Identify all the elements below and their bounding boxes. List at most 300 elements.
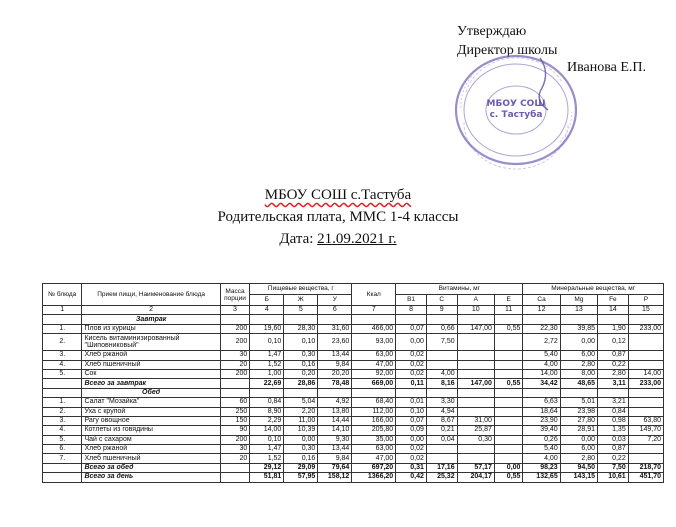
- school-stamp-icon: [452, 52, 588, 172]
- value-p: [628, 445, 663, 454]
- table-cell: [426, 388, 457, 397]
- value-fe: 1,35: [598, 426, 629, 435]
- value-fe: 0,12: [598, 334, 629, 351]
- value-u: 9,84: [318, 454, 352, 463]
- total-b1: 0,31: [396, 463, 427, 472]
- table-cell: [43, 473, 82, 482]
- table-row: [43, 435, 664, 444]
- day-total-u: 158,12: [318, 473, 352, 482]
- dish-name: Хлеб пшеничный: [82, 360, 220, 369]
- table-cell: [628, 388, 663, 397]
- header-col: Mg: [560, 295, 597, 306]
- value-c: 8,67: [426, 416, 457, 425]
- total-u: 78,48: [318, 379, 352, 388]
- header-col: В1: [396, 295, 427, 306]
- header-nutrients: Пищевые вещества, г: [250, 284, 352, 295]
- column-number: 12: [523, 306, 560, 315]
- value-u: 23,60: [318, 334, 352, 351]
- value-u: 4,92: [318, 398, 352, 407]
- table-cell: [598, 388, 629, 397]
- value-ca: 6,63: [523, 398, 560, 407]
- dish-number: 1.: [43, 324, 82, 333]
- total-mg: 48,65: [560, 379, 597, 388]
- value-b: 1,52: [250, 454, 284, 463]
- table-row: [43, 407, 664, 416]
- column-number: 10: [457, 306, 494, 315]
- day-total-e: 0,55: [494, 473, 523, 482]
- value-b: 2,29: [250, 416, 284, 425]
- column-number: 9: [426, 306, 457, 315]
- nutrition-table: [42, 283, 664, 483]
- table-cell: [494, 388, 523, 397]
- value-c: 0,04: [426, 435, 457, 444]
- table-cell: [43, 463, 82, 472]
- value-zh: 0,30: [284, 445, 318, 454]
- value-u: 14,44: [318, 416, 352, 425]
- dish-name: Кисель витаминизированный "Шиповниковый": [82, 334, 220, 351]
- value-kcal: 47,00: [352, 454, 396, 463]
- section-row: [43, 388, 664, 397]
- value-p: 149,70: [628, 426, 663, 435]
- value-kcal: 166,00: [352, 416, 396, 425]
- value-ca: 39,40: [523, 426, 560, 435]
- day-total-fe: 10,61: [598, 473, 629, 482]
- total-u: 79,64: [318, 463, 352, 472]
- value-b1: 0,00: [396, 334, 427, 351]
- value-zh: 5,04: [284, 398, 318, 407]
- value-e: 0,55: [494, 324, 523, 333]
- document-title: [0, 184, 676, 250]
- dish-number: 6.: [43, 445, 82, 454]
- value-kcal: 68,40: [352, 398, 396, 407]
- dish-mass: 200: [220, 369, 250, 378]
- dish-name: Уха с крупой: [82, 407, 220, 416]
- total-zh: 29,09: [284, 463, 318, 472]
- header-meal: Прием пищи, Наименование блюда: [82, 284, 220, 306]
- table-cell: [318, 388, 352, 397]
- day-total-a: 204,17: [457, 473, 494, 482]
- total-p: 233,00: [628, 379, 663, 388]
- total-c: 17,16: [426, 463, 457, 472]
- value-b1: 0,07: [396, 324, 427, 333]
- dish-number: 5.: [43, 435, 82, 444]
- table-cell: [396, 315, 427, 324]
- total-kcal: 697,20: [352, 463, 396, 472]
- dish-number: 2.: [43, 334, 82, 351]
- table-row: [43, 360, 664, 369]
- dish-mass: 20: [220, 454, 250, 463]
- value-b: 1,00: [250, 369, 284, 378]
- value-e: [494, 454, 523, 463]
- table-cell: [220, 388, 250, 397]
- document-subtitle: Родительская плата, ММС 1-4 классы: [217, 209, 459, 225]
- dish-name: Хлеб ржаной: [82, 445, 220, 454]
- dish-number: 3.: [43, 351, 82, 360]
- value-c: [426, 360, 457, 369]
- value-ca: 2,72: [523, 334, 560, 351]
- value-u: 13,80: [318, 407, 352, 416]
- day-total-kcal: 1366,20: [352, 473, 396, 482]
- column-number: 4: [250, 306, 284, 315]
- total-kcal: 669,00: [352, 379, 396, 388]
- column-number: 15: [628, 306, 663, 315]
- dish-mass: 30: [220, 351, 250, 360]
- header-col: Са: [523, 295, 560, 306]
- dish-mass: 60: [220, 398, 250, 407]
- dish-number: 4.: [43, 426, 82, 435]
- header-col: У: [318, 295, 352, 306]
- total-e: 0,00: [494, 463, 523, 472]
- value-b: 14,00: [250, 426, 284, 435]
- value-ca: 0,26: [523, 435, 560, 444]
- table-row: [43, 416, 664, 425]
- total-label: Всего за обед: [82, 463, 220, 472]
- value-e: [494, 407, 523, 416]
- value-fe: 0,22: [598, 454, 629, 463]
- value-p: [628, 351, 663, 360]
- dish-number: 1.: [43, 398, 82, 407]
- table-row: [43, 445, 664, 454]
- value-a: [457, 407, 494, 416]
- approval-line-approve: Утверждаю: [457, 24, 527, 39]
- header-kcal: Ккал: [352, 284, 396, 306]
- total-fe: 7,50: [598, 463, 629, 472]
- value-c: [426, 454, 457, 463]
- value-b: 1,47: [250, 351, 284, 360]
- value-a: 147,00: [457, 324, 494, 333]
- value-b1: 0,09: [396, 426, 427, 435]
- header-col: Р: [628, 295, 663, 306]
- value-ca: 14,00: [523, 369, 560, 378]
- value-mg: 28,91: [560, 426, 597, 435]
- value-a: 0,30: [457, 435, 494, 444]
- day-total-row: [43, 473, 664, 482]
- value-b: 1,52: [250, 360, 284, 369]
- dish-name: Салат "Мозайка": [82, 398, 220, 407]
- value-b: 19,60: [250, 324, 284, 333]
- table-row: [43, 398, 664, 407]
- total-fe: 3,11: [598, 379, 629, 388]
- table-cell: [43, 315, 82, 324]
- value-fe: 3,21: [598, 398, 629, 407]
- table-cell: [220, 473, 250, 482]
- dish-name: Котлеты из говядины: [82, 426, 220, 435]
- value-b1: 0,10: [396, 407, 427, 416]
- value-kcal: 63,00: [352, 445, 396, 454]
- table-cell: [628, 315, 663, 324]
- value-zh: 2,20: [284, 407, 318, 416]
- day-total-zh: 57,95: [284, 473, 318, 482]
- value-mg: 6,00: [560, 351, 597, 360]
- value-zh: 28,30: [284, 324, 318, 333]
- value-kcal: 205,80: [352, 426, 396, 435]
- dish-mass: 250: [220, 407, 250, 416]
- dish-mass: 30: [220, 445, 250, 454]
- table-cell: [457, 388, 494, 397]
- dish-number: 5.: [43, 369, 82, 378]
- table-row: [43, 351, 664, 360]
- total-e: 0,55: [494, 379, 523, 388]
- dish-number: 4.: [43, 360, 82, 369]
- header-vitamins: Витамины, мг: [396, 284, 523, 295]
- value-u: 13,44: [318, 445, 352, 454]
- value-fe: 1,90: [598, 324, 629, 333]
- value-a: [457, 369, 494, 378]
- value-b: 0,10: [250, 435, 284, 444]
- value-c: 0,66: [426, 324, 457, 333]
- total-b1: 0,11: [396, 379, 427, 388]
- value-fe: 0,87: [598, 445, 629, 454]
- value-mg: 2,80: [560, 360, 597, 369]
- day-total-c: 25,32: [426, 473, 457, 482]
- value-b: 1,47: [250, 445, 284, 454]
- section-row: [43, 315, 664, 324]
- value-kcal: 466,00: [352, 324, 396, 333]
- value-p: [628, 407, 663, 416]
- value-ca: 22,30: [523, 324, 560, 333]
- table-cell: [220, 379, 250, 388]
- value-kcal: 47,00: [352, 360, 396, 369]
- value-kcal: 112,00: [352, 407, 396, 416]
- value-b1: 0,01: [396, 398, 427, 407]
- approval-line-position: Директор школы: [457, 43, 558, 58]
- value-b1: 0,02: [396, 369, 427, 378]
- table-cell: [560, 315, 597, 324]
- dish-mass: 90: [220, 426, 250, 435]
- value-ca: 23,90: [523, 416, 560, 425]
- value-a: [457, 445, 494, 454]
- value-mg: 2,80: [560, 454, 597, 463]
- table-header-row: [43, 284, 664, 295]
- document-date: Дата: 21.09.2021 г.: [279, 231, 397, 247]
- table-row: [43, 454, 664, 463]
- value-fe: 0,03: [598, 435, 629, 444]
- value-mg: 27,80: [560, 416, 597, 425]
- total-p: 218,70: [628, 463, 663, 472]
- table-cell: [220, 315, 250, 324]
- value-b: 0,10: [250, 334, 284, 351]
- dish-name: Сок: [82, 369, 220, 378]
- school-name: МБОУ СОШ с.Тастуба: [264, 187, 412, 203]
- value-b: 8,90: [250, 407, 284, 416]
- value-e: [494, 351, 523, 360]
- value-zh: 0,00: [284, 435, 318, 444]
- value-mg: 39,85: [560, 324, 597, 333]
- approval-signer: Иванова Е.П.: [567, 60, 647, 75]
- table-cell: [250, 315, 284, 324]
- value-u: 20,20: [318, 369, 352, 378]
- dish-name: Хлеб пшеничный: [82, 454, 220, 463]
- value-a: 31,00: [457, 416, 494, 425]
- table-cell: [523, 315, 560, 324]
- value-e: [494, 369, 523, 378]
- column-number: 6: [318, 306, 352, 315]
- dish-name: Хлеб ржаной: [82, 351, 220, 360]
- header-col: Б: [250, 295, 284, 306]
- value-zh: 11,00: [284, 416, 318, 425]
- table-cell: [250, 388, 284, 397]
- value-u: 31,60: [318, 324, 352, 333]
- value-a: [457, 351, 494, 360]
- day-total-b1: 0,42: [396, 473, 427, 482]
- day-total-ca: 132,65: [523, 473, 560, 482]
- value-c: [426, 351, 457, 360]
- day-total-label: Всего за день: [82, 473, 220, 482]
- table-row: [43, 324, 664, 333]
- total-a: 57,17: [457, 463, 494, 472]
- value-e: [494, 435, 523, 444]
- dish-number: 2.: [43, 407, 82, 416]
- column-number: 8: [396, 306, 427, 315]
- value-p: [628, 334, 663, 351]
- dish-mass: 200: [220, 324, 250, 333]
- value-fe: 0,22: [598, 360, 629, 369]
- total-c: 8,16: [426, 379, 457, 388]
- total-label: Всего за завтрак: [82, 379, 220, 388]
- table-cell: [318, 315, 352, 324]
- dish-mass: 150: [220, 416, 250, 425]
- value-a: [457, 398, 494, 407]
- value-p: [628, 454, 663, 463]
- value-mg: 6,00: [560, 445, 597, 454]
- value-b1: 0,00: [396, 435, 427, 444]
- value-kcal: 35,00: [352, 435, 396, 444]
- value-mg: 0,00: [560, 334, 597, 351]
- table-cell: [560, 388, 597, 397]
- column-number: 14: [598, 306, 629, 315]
- value-zh: 10,39: [284, 426, 318, 435]
- column-number: 7: [352, 306, 396, 315]
- column-number: 1: [43, 306, 82, 315]
- section-total-row: [43, 463, 664, 472]
- value-b1: 0,07: [396, 416, 427, 425]
- value-e: [494, 398, 523, 407]
- header-col: Fe: [598, 295, 629, 306]
- value-u: 13,44: [318, 351, 352, 360]
- value-mg: 23,98: [560, 407, 597, 416]
- value-b1: 0,02: [396, 351, 427, 360]
- day-total-mg: 143,15: [560, 473, 597, 482]
- value-e: [494, 416, 523, 425]
- total-zh: 28,86: [284, 379, 318, 388]
- value-mg: 5,01: [560, 398, 597, 407]
- value-u: 14,10: [318, 426, 352, 435]
- table-cell: [494, 315, 523, 324]
- total-b: 22,69: [250, 379, 284, 388]
- value-c: 7,50: [426, 334, 457, 351]
- header-col: Е: [494, 295, 523, 306]
- value-kcal: 93,00: [352, 334, 396, 351]
- table-row: [43, 426, 664, 435]
- value-a: [457, 454, 494, 463]
- column-number: 3: [220, 306, 250, 315]
- value-ca: 5,40: [523, 445, 560, 454]
- value-p: 14,00: [628, 369, 663, 378]
- column-number: 5: [284, 306, 318, 315]
- total-b: 29,12: [250, 463, 284, 472]
- value-fe: 0,98: [598, 416, 629, 425]
- dish-mass: 200: [220, 435, 250, 444]
- value-e: [494, 445, 523, 454]
- value-fe: 0,87: [598, 351, 629, 360]
- header-minerals: Минеральные вещества, мг: [523, 284, 664, 295]
- value-zh: 0,16: [284, 454, 318, 463]
- table-row: [43, 334, 664, 351]
- value-e: [494, 334, 523, 351]
- value-p: [628, 360, 663, 369]
- value-zh: 0,16: [284, 360, 318, 369]
- value-c: [426, 445, 457, 454]
- value-p: 233,00: [628, 324, 663, 333]
- column-number-row: [43, 306, 664, 315]
- total-ca: 34,42: [523, 379, 560, 388]
- value-mg: 8,00: [560, 369, 597, 378]
- value-p: 63,80: [628, 416, 663, 425]
- section-title: Обед: [82, 388, 220, 397]
- table-row: [43, 369, 664, 378]
- value-fe: 0,84: [598, 407, 629, 416]
- value-fe: 2,80: [598, 369, 629, 378]
- value-zh: 0,30: [284, 351, 318, 360]
- total-a: 147,00: [457, 379, 494, 388]
- value-c: 4,94: [426, 407, 457, 416]
- value-a: 25,87: [457, 426, 494, 435]
- value-u: 9,30: [318, 435, 352, 444]
- dish-number: 7.: [43, 454, 82, 463]
- value-b1: 0,02: [396, 454, 427, 463]
- table-cell: [352, 315, 396, 324]
- header-col: С: [426, 295, 457, 306]
- value-kcal: 63,00: [352, 351, 396, 360]
- table-cell: [426, 315, 457, 324]
- value-e: [494, 426, 523, 435]
- table-cell: [220, 463, 250, 472]
- day-total-b: 51,81: [250, 473, 284, 482]
- table-cell: [284, 388, 318, 397]
- value-b: 0,84: [250, 398, 284, 407]
- column-number: 13: [560, 306, 597, 315]
- value-b1: 0,02: [396, 360, 427, 369]
- table-cell: [284, 315, 318, 324]
- table-cell: [43, 379, 82, 388]
- section-title: Завтрак: [82, 315, 220, 324]
- header-mass: Масса порции: [220, 284, 250, 306]
- value-ca: 5,40: [523, 351, 560, 360]
- value-c: 3,30: [426, 398, 457, 407]
- dish-mass: 200: [220, 334, 250, 351]
- dish-name: Рагу овощное: [82, 416, 220, 425]
- value-zh: 0,10: [284, 334, 318, 351]
- value-c: 4,00: [426, 369, 457, 378]
- day-total-p: 451,70: [628, 473, 663, 482]
- value-ca: 18,64: [523, 407, 560, 416]
- dish-number: 3.: [43, 416, 82, 425]
- dish-name: Чай с сахаром: [82, 435, 220, 444]
- table-cell: [598, 315, 629, 324]
- value-mg: 0,00: [560, 435, 597, 444]
- value-zh: 0,20: [284, 369, 318, 378]
- table-cell: [457, 315, 494, 324]
- column-number: 2: [82, 306, 220, 315]
- total-mg: 94,50: [560, 463, 597, 472]
- table-cell: [352, 388, 396, 397]
- value-b1: 0,02: [396, 445, 427, 454]
- dish-mass: 20: [220, 360, 250, 369]
- value-u: 9,84: [318, 360, 352, 369]
- value-ca: 4,00: [523, 454, 560, 463]
- dish-name: Плов из курицы: [82, 324, 220, 333]
- table-cell: [43, 388, 82, 397]
